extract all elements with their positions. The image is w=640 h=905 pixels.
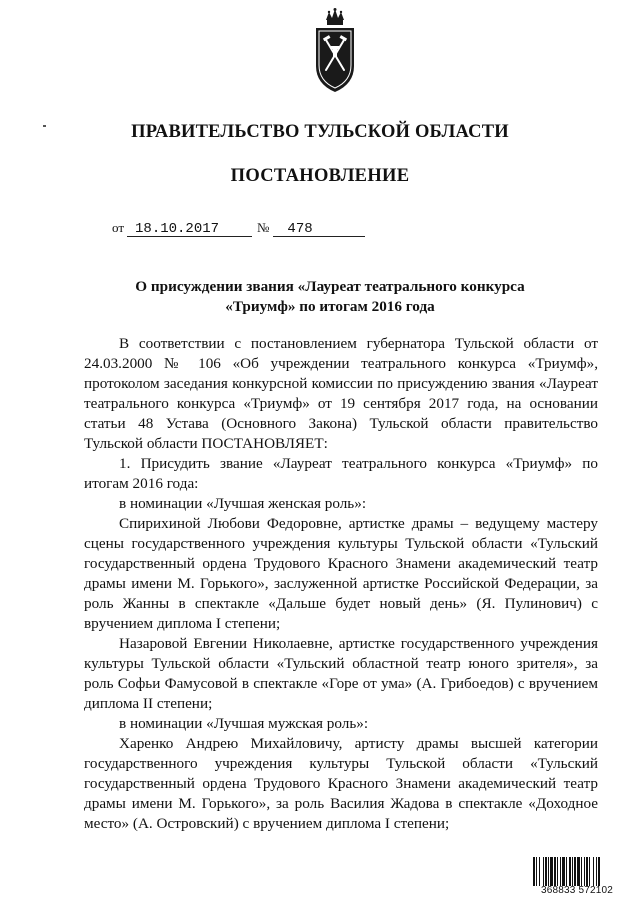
date-label: от	[112, 220, 125, 235]
number-label: №	[257, 220, 270, 235]
barcode-number: 368833 572102	[540, 885, 614, 896]
subject-line-2: «Триумф» по итогам 2016 года	[225, 298, 435, 315]
laureate-paragraph: Спирихиной Любови Федоровне, артистке драмы – ведущему мастеру сцены государственного учреждения культуры Тульской области «Тульский государственный ордена Трудового Красного Знамени академический театр драмы имени М. Горького», заслуженной артистке Российской Федерации, за роль Жанны в спектакле «Дальше будет новый день» (Я. Пулинович) с вручением диплома I степени;	[84, 515, 598, 632]
registration-line	[112, 220, 365, 237]
subject-line-1: О присуждении звания «Лауреат театрального конкурса	[135, 278, 525, 295]
preamble-paragraph: В соответствии с постановлением губернатора Тульской области от 24.03.2000 № 106 «Об учреждении театрального конкурса «Триумф», протоколом заседания конкурсной комиссии по присуждению звания «Лауреат театрального конкурса «Триумф» от 19 сентября 2017 года, на основании статьи 48 Устава (Основного Закона) Тульской области правительство Тульской области ПОСТАНОВЛЯЕТ:	[84, 335, 598, 452]
document-body	[84, 334, 598, 834]
document-barcode	[532, 857, 622, 897]
nomination-heading-female: в номинации «Лучшая женская роль»:	[119, 495, 367, 512]
document-type-title: ПОСТАНОВЛЕНИЕ	[230, 166, 410, 186]
document-subject	[60, 277, 600, 317]
resolution-item-1: 1. Присудить звание «Лауреат театрального конкурса «Триумф» по итогам 2016 года:	[84, 455, 598, 492]
laureate-paragraph: Харенко Андрею Михайловичу, артисту драмы высшей категории государственного учреждения культуры Тульской области «Тульский государственный ордена Трудового Красного Знамени академический театр драмы имени М. Горького», за роль Василия Жадова в спектакле «Доходное место» (А. Островский) с вручением диплома I степени;	[84, 735, 598, 832]
tula-coat-of-arms-icon	[311, 8, 359, 94]
barcode-icon	[532, 857, 622, 886]
date-value: 18.10.2017	[127, 222, 252, 237]
nomination-heading-male: в номинации «Лучшая мужская роль»:	[119, 715, 369, 732]
government-title: ПРАВИТЕЛЬСТВО ТУЛЬСКОЙ ОБЛАСТИ	[131, 122, 509, 142]
laureate-paragraph: Назаровой Евгении Николаевне, артистке государственного учреждения культуры Тульской области «Тульский областной театр юного зрителя», за роль Софьи Фамусовой в спектакле «Горе от ума» (А. Грибоедов) с вручением диплома II степени;	[84, 635, 598, 712]
number-value: 478	[273, 222, 365, 237]
